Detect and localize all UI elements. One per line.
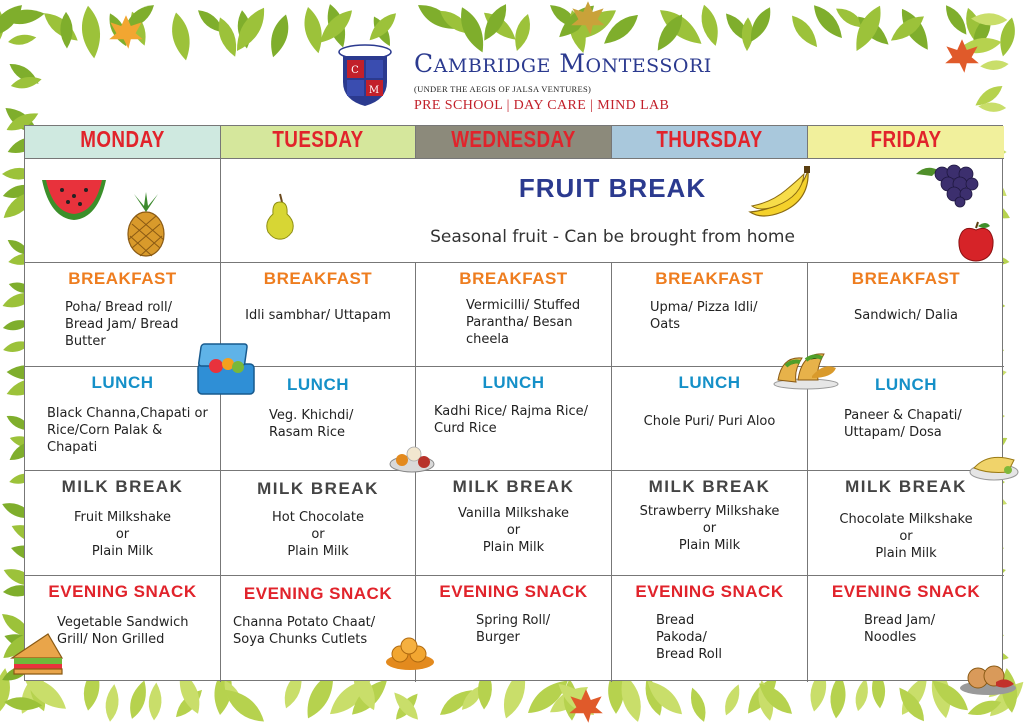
milk-break-friday: MILK BREAK Chocolate Milkshake or Plain Milk (808, 471, 1004, 576)
thali-icon (388, 438, 436, 474)
lunch-thursday: LUNCH Chole Puri/ Puri Aloo (612, 367, 808, 471)
milk-break-thursday: MILK BREAK Strawberry Milkshake or Plain Milk (612, 471, 808, 576)
day-header-friday: FRIDAY (808, 126, 1004, 159)
border-leaf (148, 682, 163, 721)
evening-snack-friday: EVENING SNACK Bread Jam/ Noodles (831, 582, 981, 645)
pineapple-icon (118, 192, 174, 258)
fruit-break-banner (221, 159, 1004, 263)
dosa-plate-icon (968, 446, 1020, 482)
breakfast-tuesday: BREAKFAST Idli sambhar/ Uttapam (221, 263, 416, 367)
border-leaf (686, 686, 709, 724)
fruit-break-note: Seasonal fruit - Can be brought from home (430, 227, 795, 247)
lunch-friday: LUNCH Paneer & Chapati/ Uttapam/ Dosa (808, 367, 1004, 471)
school-brand (414, 50, 714, 114)
fruit-break-title: FRUIT BREAK (518, 173, 707, 203)
day-header-monday: MONDAY (25, 126, 221, 159)
evening-snack-monday: EVENING SNACK Vegetable Sandwich Grill/ Non Grilled (25, 576, 221, 682)
border-leaf (721, 682, 744, 717)
breakfast-thursday: BREAKFAST Upma/ Pizza Idli/ Oats (612, 263, 808, 367)
evening-snack-thursday: EVENING SNACK Bread Pakoda/ Bread Roll (612, 576, 808, 682)
milk-break-monday: MILK BREAK Fruit Milkshake or Plain Milk (25, 471, 221, 576)
evening-snack-tuesday: EVENING SNACK Channa Potato Chaat/ Soya Chunks Cutlets (221, 576, 416, 682)
day-header-thursday: THURSDAY (612, 126, 808, 159)
sandwich-icon (8, 628, 66, 680)
watermelon-icon (38, 168, 110, 224)
svg-text:M: M (368, 85, 380, 96)
tacos-icon (772, 346, 840, 390)
day-header-tuesday: TUESDAY (221, 126, 416, 159)
svg-text:C: C (351, 65, 359, 76)
laddoo-plate-icon (384, 632, 436, 672)
border-leaf (853, 677, 872, 712)
milk-break-tuesday: MILK BREAK Hot Chocolate or Plain Milk (221, 471, 416, 576)
lunch-tuesday: LUNCH Veg. Khichdi/ Rasam Rice (221, 367, 416, 471)
banana-icon (746, 166, 814, 222)
bread-jam-icon (956, 656, 1018, 696)
pear-icon (262, 192, 298, 240)
border-leaf (104, 683, 121, 722)
milk-break-wednesday: MILK BREAK Vanilla Milkshake or Plain Milk (416, 471, 612, 576)
lunch-wednesday: LUNCH Kadhi Rice/ Rajma Rice/ Curd Rice (416, 367, 612, 471)
lunchbox-icon (194, 340, 260, 398)
apple-icon (956, 220, 996, 262)
lunch-monday: LUNCH Black Channa,Chapati or Rice/Corn Palak & Chapati (25, 367, 221, 471)
school-tagline: PRE SCHOOL | DAY CARE | MIND LAB (414, 98, 670, 113)
school-subtitle: (UNDER THE AEGIS OF JALSA VENTURES) (414, 84, 592, 94)
evening-snack-wednesday: EVENING SNACK Spring Roll/ Burger (416, 576, 612, 682)
border-leaf (390, 689, 423, 724)
school-name: CAMBRIDGE MONTESSORI (414, 49, 712, 78)
grapes-icon (912, 160, 984, 208)
day-header-wednesday: WEDNESDAY (416, 126, 612, 159)
school-crest-logo (334, 42, 396, 108)
school-header (0, 36, 1024, 116)
breakfast-monday: BREAKFAST Poha/ Bread roll/ Bread Jam/ Bread Butter (25, 263, 221, 367)
breakfast-wednesday: BREAKFAST Vermicilli/ Stuffed Parantha/ Besan cheela (416, 263, 612, 367)
border-leaf (126, 678, 151, 721)
breakfast-friday: BREAKFAST Sandwich/ Dalia (808, 263, 1004, 367)
